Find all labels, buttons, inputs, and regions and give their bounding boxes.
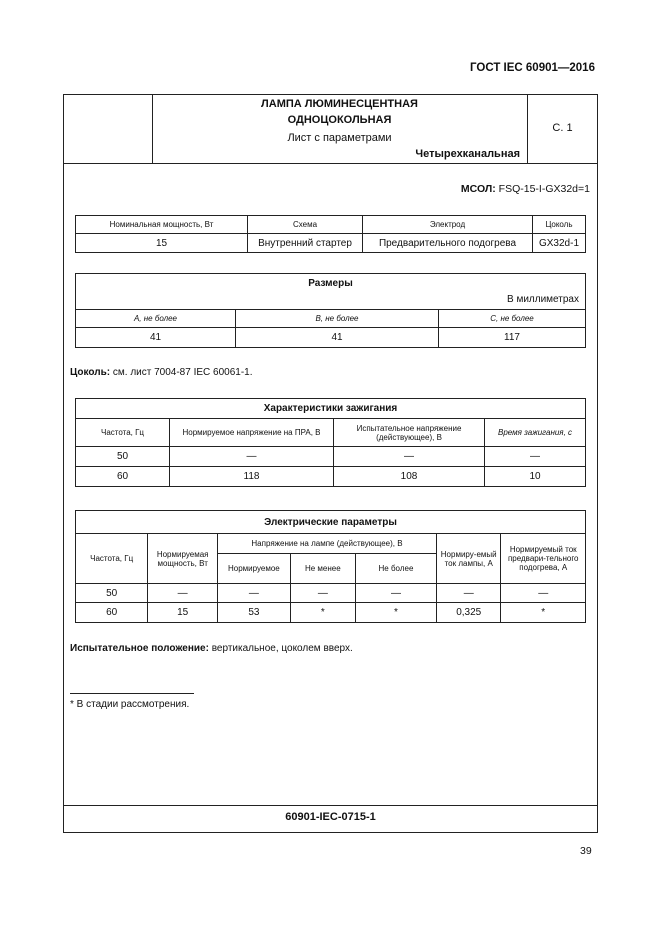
- test-position-text: вертикальное, цоколем вверх.: [208, 643, 353, 654]
- table-cell: —: [290, 584, 355, 603]
- table-cell: —: [501, 584, 586, 603]
- table-cell: —: [148, 584, 218, 603]
- page-number: 39: [580, 845, 592, 857]
- standard-code: ГОСТ IEC 60901—2016: [470, 62, 595, 74]
- table-cell: 53: [218, 603, 291, 623]
- dimensions-header: [76, 274, 586, 310]
- mcol-value: FSQ-15-I-GX32d=1: [498, 183, 590, 195]
- col-header: Номинальная мощность, Вт: [76, 216, 248, 234]
- table-cell: 41: [76, 328, 236, 348]
- ignition-title: Характеристики зажигания: [76, 399, 586, 419]
- table-cell: 50: [76, 584, 148, 603]
- col-header: Испытательное напряжение (действующее), В: [334, 419, 485, 447]
- col-header: Нормиру-емый ток лампы, А: [436, 534, 501, 584]
- mcol-label: МСОЛ:: [460, 183, 496, 195]
- test-position-label: Испытательное положение:: [70, 643, 209, 654]
- sheet-page: С. 1: [552, 122, 573, 134]
- footnote: * В стадии рассмотрения.: [70, 699, 190, 710]
- base-note: [70, 367, 253, 378]
- table-cell: 117: [439, 328, 586, 348]
- footer-divider: [63, 805, 598, 806]
- dimensions-unit: В миллиметрах: [507, 294, 579, 305]
- header-divider: [63, 163, 598, 164]
- table-cell: 0,325: [436, 603, 501, 623]
- col-header: Цоколь: [533, 216, 586, 234]
- sheet-subtitle: Лист с параметрами: [287, 132, 392, 144]
- table-cell: Внутренний стартер: [248, 234, 363, 253]
- table-cell: 60: [76, 603, 148, 623]
- table-cell: —: [355, 584, 436, 603]
- lamp-title-line2: ОДНОЦОКОЛЬНАЯ: [287, 114, 392, 126]
- col-header: Не менее: [290, 554, 355, 584]
- table-cell: 15: [148, 603, 218, 623]
- electrical-title: Электрические параметры: [76, 511, 586, 534]
- mcol-designation: [380, 183, 590, 195]
- table-cell: *: [290, 603, 355, 623]
- dimensions-title: Размеры: [308, 278, 353, 289]
- base-note-label: Цоколь:: [70, 367, 111, 378]
- channel-type: Четырехканальная: [415, 148, 520, 160]
- col-header: А, не более: [76, 310, 236, 328]
- table-cell: 60: [76, 467, 170, 487]
- table-cell: —: [436, 584, 501, 603]
- col-header: Нормируемое напряжение на ПРА, В: [170, 419, 334, 447]
- footnote-divider: [70, 693, 194, 694]
- sheet-code: 60901-IEC-0715-1: [285, 811, 376, 823]
- col-header: Частота, Гц: [76, 534, 148, 584]
- table-cell: 108: [334, 467, 485, 487]
- table-cell: 10: [485, 467, 586, 487]
- table-cell: Предварительного подогрева: [363, 234, 533, 253]
- table-cell: 41: [236, 328, 439, 348]
- table-cell: 15: [76, 234, 248, 253]
- col-header: Время зажигания, с: [485, 419, 586, 447]
- lamp-title-line1: ЛАМПА ЛЮМИНЕСЦЕНТНАЯ: [261, 98, 418, 110]
- col-header: Электрод: [363, 216, 533, 234]
- table-cell: 50: [76, 447, 170, 467]
- general-table: [75, 215, 586, 253]
- col-header: Не более: [355, 554, 436, 584]
- col-header: С, не более: [439, 310, 586, 328]
- table-cell: *: [355, 603, 436, 623]
- table-cell: —: [334, 447, 485, 467]
- table-cell: 118: [170, 467, 334, 487]
- col-header: Схема: [248, 216, 363, 234]
- table-cell: GX32d-1: [533, 234, 586, 253]
- col-header: Нормируемое: [218, 554, 291, 584]
- col-header: Нормируемая мощность, Вт: [148, 534, 218, 584]
- col-header: Нормируемый ток предвари-тельного подогрева, А: [501, 534, 586, 584]
- table-cell: —: [485, 447, 586, 467]
- dimensions-table: [75, 273, 586, 348]
- table-cell: —: [170, 447, 334, 467]
- col-header: В, не более: [236, 310, 439, 328]
- table-cell: —: [218, 584, 291, 603]
- ignition-table: [75, 398, 586, 487]
- table-cell: *: [501, 603, 586, 623]
- col-header-group: Напряжение на лампе (действующее), В: [218, 534, 437, 554]
- base-note-text: см. лист 7004-87 IEC 60061-1.: [110, 367, 253, 378]
- electrical-table: [75, 510, 586, 623]
- col-header: Частота, Гц: [76, 419, 170, 447]
- test-position-note: [70, 643, 353, 654]
